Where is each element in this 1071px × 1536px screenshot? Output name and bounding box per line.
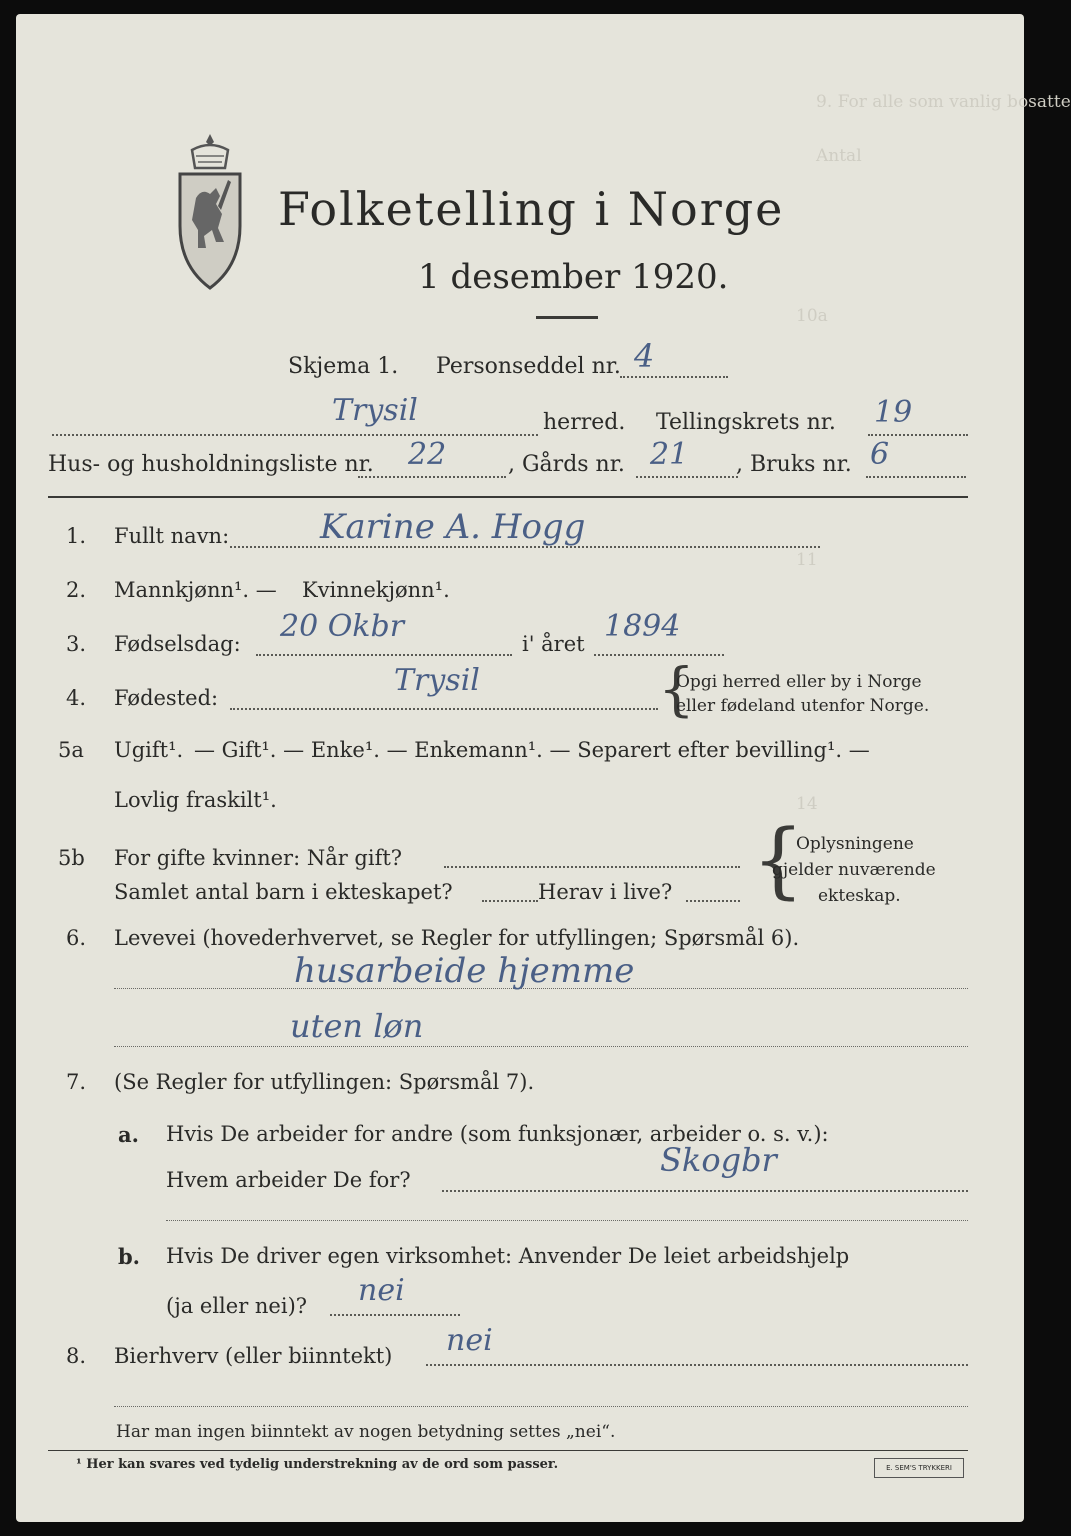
personseddel-label: Personseddel nr. bbox=[436, 354, 621, 379]
q5a-text-2: Lovlig fraskilt¹. bbox=[114, 788, 277, 812]
q3-number: 3. bbox=[66, 632, 87, 656]
q7b-question: (ja eller nei)? bbox=[166, 1294, 308, 1318]
hires-help-value: nei bbox=[358, 1273, 405, 1308]
q2-number: 2. bbox=[66, 578, 87, 602]
q5a-ugift: Ugift¹. bbox=[114, 738, 184, 762]
schema-label: Skjema 1. bbox=[288, 354, 399, 379]
q2-text-male: Mannkjønn¹. — bbox=[114, 578, 277, 602]
q7b-number: b. bbox=[118, 1244, 140, 1269]
q1-label: Fullt navn: bbox=[114, 524, 230, 548]
q1-number: 1. bbox=[66, 524, 87, 548]
q5b-note-1: Oplysningene bbox=[796, 834, 914, 854]
husliste-value: 22 bbox=[408, 437, 447, 472]
q5b-label-1: For gifte kvinner: Når gift? bbox=[114, 846, 403, 870]
q3-label: Fødselsdag: bbox=[114, 632, 241, 656]
q3-year-label: i' året bbox=[522, 632, 585, 656]
herred-value: Trysil bbox=[332, 393, 418, 428]
q7a-number: a. bbox=[118, 1122, 139, 1147]
q5a-number: 5a bbox=[58, 738, 84, 762]
header-divider bbox=[48, 496, 968, 498]
occupation-value-1: husarbeide hjemme bbox=[294, 951, 635, 991]
q6-number: 6. bbox=[66, 926, 87, 950]
birthplace-value: Trysil bbox=[394, 663, 480, 698]
q8-label: Bierhverv (eller biinntekt) bbox=[114, 1344, 393, 1368]
occupation-value-2: uten løn bbox=[290, 1007, 424, 1045]
q5b-number: 5b bbox=[58, 846, 85, 870]
q6-label: Levevei (hovederhvervet, se Regler for utfyllingen; Spørsmål 6). bbox=[114, 926, 800, 950]
birthdate-value: 20 Okbr bbox=[280, 609, 405, 644]
husliste-label: Hus- og husholdningsliste nr. bbox=[48, 452, 374, 477]
q2-text-female: Kvinnekjønn¹. bbox=[302, 578, 450, 602]
form-date: 1 desember 1920. bbox=[418, 257, 729, 297]
footer-divider bbox=[48, 1450, 968, 1451]
q5b-label-3: Herav i live? bbox=[538, 880, 673, 904]
side-income-value: nei bbox=[446, 1323, 493, 1358]
gards-label: , Gårds nr. bbox=[508, 452, 625, 477]
q5b-label-2: Samlet antal barn i ekteskapet? bbox=[114, 880, 453, 904]
footnote: ¹ Her kan svares ved tydelig understrekning av de ord som passer. bbox=[76, 1457, 559, 1472]
q5a-text: — Gift¹. — Enke¹. — Enkemann¹. — Separert efter bevilling¹. — bbox=[194, 738, 870, 762]
note-nei: Har man ingen biinntekt av nogen betydning settes „nei“. bbox=[116, 1422, 616, 1442]
title-divider bbox=[536, 316, 598, 319]
q4-label: Fødested: bbox=[114, 686, 219, 710]
bruks-value: 6 bbox=[870, 437, 890, 472]
q8-number: 8. bbox=[66, 1344, 87, 1368]
full-name-value: Karine A. Hogg bbox=[320, 507, 586, 547]
q4-note-2: eller fødeland utenfor Norge. bbox=[676, 696, 930, 716]
herred-label: herred. bbox=[543, 410, 626, 435]
personseddel-value: 4 bbox=[634, 337, 655, 375]
coat-of-arms-icon bbox=[174, 128, 246, 298]
q4-number: 4. bbox=[66, 686, 87, 710]
q7-number: 7. bbox=[66, 1070, 87, 1094]
q7a-question: Hvem arbeider De for? bbox=[166, 1168, 411, 1192]
q7-label: (Se Regler for utfyllingen: Spørsmål 7). bbox=[114, 1070, 535, 1094]
tellingskrets-label: Tellingskrets nr. bbox=[656, 410, 836, 435]
birthyear-value: 1894 bbox=[604, 609, 681, 644]
q4-note-1: Opgi herred eller by i Norge bbox=[676, 672, 922, 692]
tellingskrets-value: 19 bbox=[874, 395, 913, 430]
q5b-note-3: ekteskap. bbox=[818, 886, 901, 906]
q7b-label: Hvis De driver egen virksomhet: Anvender De leiet arbeidshjelp bbox=[166, 1244, 850, 1268]
q7a-label: Hvis De arbeider for andre (som funksjonær, arbeider o. s. v.): bbox=[166, 1122, 829, 1146]
form-title: Folketelling i Norge bbox=[278, 182, 785, 236]
gards-value: 21 bbox=[650, 437, 689, 472]
census-form: 9. For alle som vanlig bosatte Antal 10a 11 14 Folketelling i Norge 1 desember 1920. Skjema 1. Personseddel nr. 4 Trysil herred. Tellingskrets nr. 19 Hus- og husholdningsliste nr. 22 , Gårds nr. 21 , Bruks nr. 6 1. Fullt navn: Karine A. Hogg 2. Mannkjønn¹. — Kvinnekjønn¹. 3. Fødselsdag: 20 Okbr i' året 1894 4. Fødested: Trysil { Opgi herred eller by i Norge eller fødeland utenfor Norge. 5a Ugift¹. — Gift¹. — Enke¹. — Enkemann¹. — Separert efter bevilling¹. — Lovlig fraskilt¹. 5b For gifte kvinner: Når gift? Samlet antal barn i ekteskapet? Herav i live? { Oplysningene gjelder nuværende ekteskap. 6. Levevei (hovederhvervet, se Regler for utfyllingen; Spørsmål 6). husarbeide hjemme uten løn 7. (Se Regler for utfyllingen: Spørsmål 7). a. Hvis De arbeider for andre (som funksjonær, arbeider o. s. v.): Hvem arbeider De for? Skogbr b. Hvis De driver egen virksomhet: Anvender De leiet arbeidshjelp (ja eller nei)? nei 8. Bierhverv (eller biinntekt) nei Har man ingen biinntekt av nogen betydning settes „nei“. ¹ Her kan svares ved tydelig understrekning av de ord som passer. E. SEM'S TRYKKERI bbox=[16, 14, 1024, 1522]
employer-value: Skogbr bbox=[660, 1141, 777, 1179]
q5b-note-2: gjelder nuværende bbox=[772, 860, 936, 880]
bruks-label: , Bruks nr. bbox=[736, 452, 852, 477]
printer-stamp: E. SEM'S TRYKKERI bbox=[874, 1458, 964, 1478]
